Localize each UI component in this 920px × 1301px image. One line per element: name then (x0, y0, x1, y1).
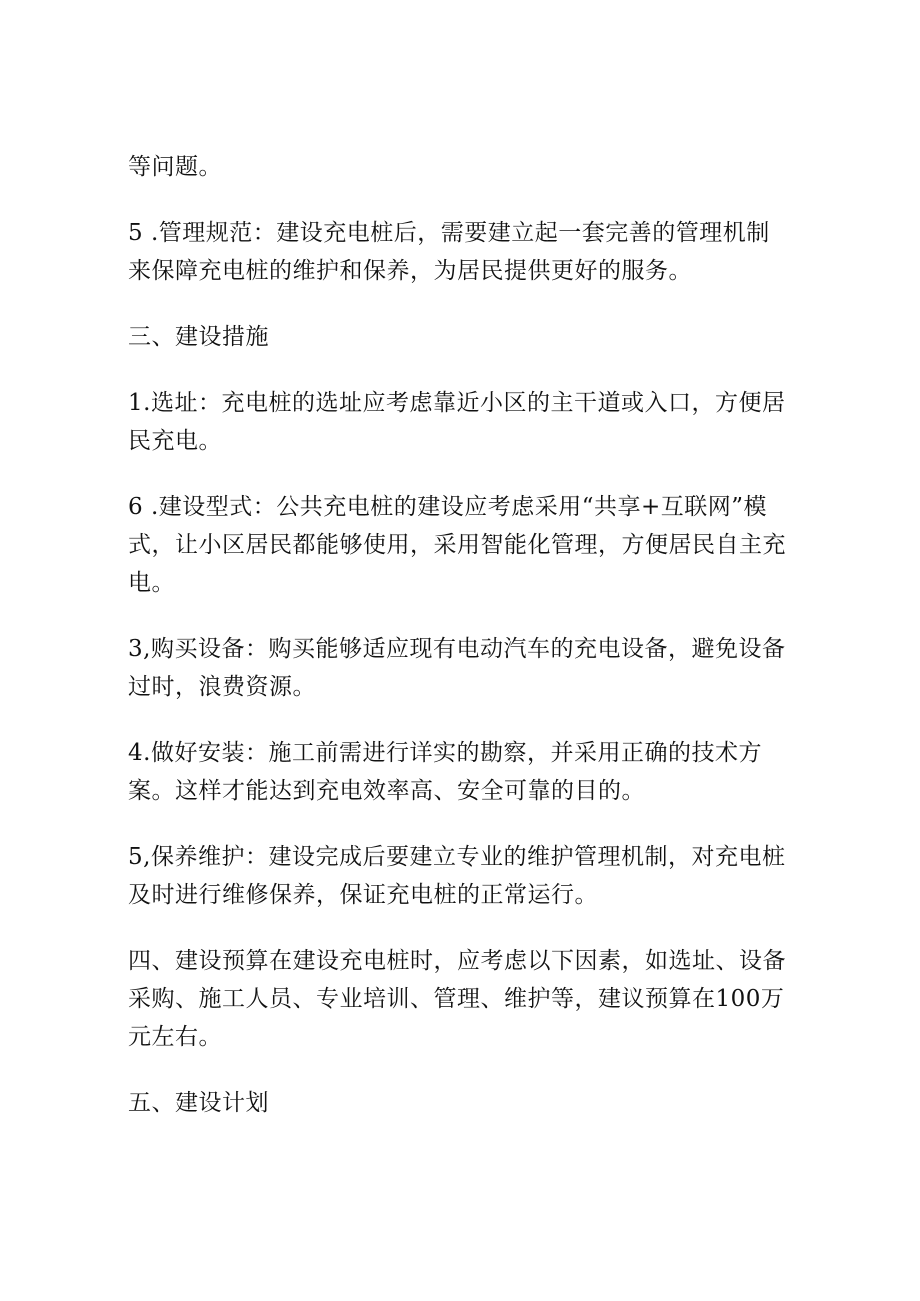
paragraph-continued: 等问题。 (128, 154, 222, 180)
paragraph-measure-1: 1.选址：充电桩的选址应考虑靠近小区的主干道或入口，方便居民充电。 (128, 390, 786, 454)
paragraph-measure-3: 3,购买设备：购买能够适应现有电动汽车的充电设备，避免设备过时，浪费资源。 (128, 636, 786, 700)
paragraph-section-4-budget: 四、建设预算在建设充电桩时，应考虑以下因素，如选址、设备采购、施工人员、专业培训、管理、维护等，建议预算在100万元左右。 (128, 948, 786, 1050)
paragraph-measure-6: 6 .建设型式：公共充电桩的建设应考虑采用“共享+互联网”模式，让小区居民都能够使用，采用智能化管理，方便居民自主充电。 (128, 494, 786, 596)
section-heading-3: 三、建设措施 (128, 324, 269, 350)
paragraph-measure-4: 4.做好安装：施工前需进行详实的勘察，并采用正确的技术方案。这样才能达到充电效率高、安全可靠的目的。 (128, 740, 762, 804)
document-body (128, 148, 788, 1150)
section-heading-5: 五、建设计划 (128, 1090, 269, 1116)
paragraph-item-5-management: 5 .管理规范：建设充电桩后，需要建立起一套完善的管理机制来保障充电桩的维护和保养，为居民提供更好的服务。 (128, 220, 770, 284)
paragraph-measure-5: 5,保养维护：建设完成后要建立专业的维护管理机制，对充电桩及时进行维修保养，保证充电桩的正常运行。 (128, 844, 786, 908)
